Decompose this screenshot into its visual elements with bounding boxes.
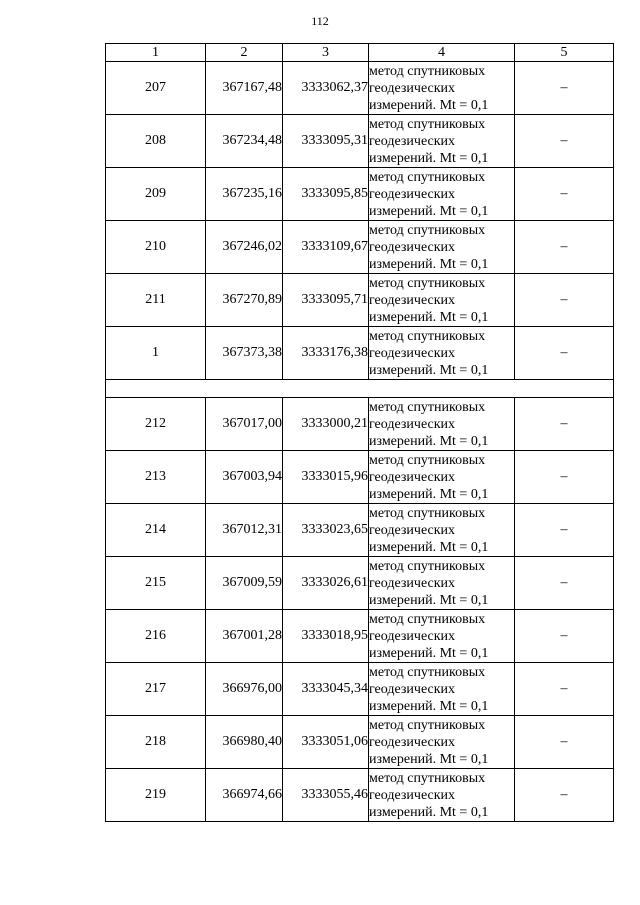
method-line: геодезических [369, 186, 456, 202]
y-coordinate-cell: 3333055,46 [283, 769, 369, 822]
accuracy-cell: – [515, 451, 614, 504]
method-line: измерений. Mt = 0,1 [369, 698, 489, 714]
x-coordinate-cell: 367270,89 [206, 274, 283, 327]
method-cell [369, 221, 515, 274]
method-line: метод спутниковых [369, 452, 486, 468]
page-number: 112 [311, 14, 329, 28]
point-number-cell: 219 [106, 769, 206, 822]
method-line: метод спутниковых [369, 275, 486, 291]
point-number-cell: 211 [106, 274, 206, 327]
method-line: измерений. Mt = 0,1 [369, 362, 489, 378]
point-number-cell: 218 [106, 716, 206, 769]
x-coordinate-cell: 367009,59 [206, 557, 283, 610]
point-number-cell: 216 [106, 610, 206, 663]
method-line: измерений. Mt = 0,1 [369, 203, 489, 219]
table-row [106, 221, 614, 274]
method-cell [369, 557, 515, 610]
table-row [106, 168, 614, 221]
method-cell [369, 327, 515, 380]
method-cell [369, 62, 515, 115]
method-line: метод спутниковых [369, 505, 486, 521]
method-line: геодезических [369, 681, 456, 697]
method-line: геодезических [369, 239, 456, 255]
method-line: измерений. Mt = 0,1 [369, 645, 489, 661]
method-cell [369, 610, 515, 663]
method-line: геодезических [369, 575, 456, 591]
point-number-cell: 1 [106, 327, 206, 380]
x-coordinate-cell: 367012,31 [206, 504, 283, 557]
x-coordinate-cell: 367003,94 [206, 451, 283, 504]
table-row [106, 327, 614, 380]
x-coordinate-cell: 367234,48 [206, 115, 283, 168]
header-row [106, 44, 614, 62]
method-line: метод спутниковых [369, 222, 486, 238]
point-number-cell: 214 [106, 504, 206, 557]
accuracy-cell: – [515, 557, 614, 610]
y-coordinate-cell: 3333051,06 [283, 716, 369, 769]
y-coordinate-cell: 3333176,38 [283, 327, 369, 380]
method-line: метод спутниковых [369, 169, 486, 185]
accuracy-cell: – [515, 327, 614, 380]
method-line: измерений. Mt = 0,1 [369, 486, 489, 502]
point-number-cell: 208 [106, 115, 206, 168]
method-line: измерений. Mt = 0,1 [369, 433, 489, 449]
method-line: измерений. Mt = 0,1 [369, 804, 489, 820]
y-coordinate-cell: 3333095,85 [283, 168, 369, 221]
accuracy-cell: – [515, 221, 614, 274]
method-line: геодезических [369, 628, 456, 644]
y-coordinate-cell: 3333045,34 [283, 663, 369, 716]
method-line: геодезических [369, 734, 456, 750]
accuracy-cell: – [515, 504, 614, 557]
method-cell [369, 716, 515, 769]
table-row [106, 274, 614, 327]
y-coordinate-cell: 3333026,61 [283, 557, 369, 610]
method-line: метод спутниковых [369, 611, 486, 627]
coordinates-table [105, 43, 614, 822]
method-line: измерений. Mt = 0,1 [369, 751, 489, 767]
method-line: геодезических [369, 292, 456, 308]
table-row [106, 610, 614, 663]
x-coordinate-cell: 367167,48 [206, 62, 283, 115]
accuracy-cell: – [515, 769, 614, 822]
method-line: метод спутниковых [369, 328, 486, 344]
accuracy-cell: – [515, 398, 614, 451]
x-coordinate-cell: 367246,02 [206, 221, 283, 274]
point-number-cell: 217 [106, 663, 206, 716]
y-coordinate-cell: 3333015,96 [283, 451, 369, 504]
table-row [106, 716, 614, 769]
y-coordinate-cell: 3333062,37 [283, 62, 369, 115]
point-number-cell: 210 [106, 221, 206, 274]
point-number-cell: 215 [106, 557, 206, 610]
method-line: измерений. Mt = 0,1 [369, 256, 489, 272]
y-coordinate-cell: 3333109,67 [283, 221, 369, 274]
method-cell [369, 115, 515, 168]
x-coordinate-cell: 367001,28 [206, 610, 283, 663]
accuracy-cell: – [515, 610, 614, 663]
method-cell [369, 451, 515, 504]
method-line: геодезических [369, 522, 456, 538]
y-coordinate-cell: 3333018,95 [283, 610, 369, 663]
column-header: 4 [369, 44, 515, 62]
y-coordinate-cell: 3333023,65 [283, 504, 369, 557]
separator-cell [106, 380, 614, 398]
y-coordinate-cell: 3333095,71 [283, 274, 369, 327]
column-header: 2 [206, 44, 283, 62]
table-row [106, 663, 614, 716]
accuracy-cell: – [515, 62, 614, 115]
table-row [106, 769, 614, 822]
x-coordinate-cell: 367373,38 [206, 327, 283, 380]
method-line: метод спутниковых [369, 399, 486, 415]
method-cell [369, 168, 515, 221]
x-coordinate-cell: 366974,66 [206, 769, 283, 822]
method-line: измерений. Mt = 0,1 [369, 309, 489, 325]
x-coordinate-cell: 366980,40 [206, 716, 283, 769]
method-line: геодезических [369, 416, 456, 432]
point-number-cell: 209 [106, 168, 206, 221]
accuracy-cell: – [515, 274, 614, 327]
column-header: 5 [515, 44, 614, 62]
method-cell [369, 504, 515, 557]
method-line: метод спутниковых [369, 770, 486, 786]
accuracy-cell: – [515, 115, 614, 168]
method-line: геодезических [369, 133, 456, 149]
method-line: геодезических [369, 787, 456, 803]
method-line: метод спутниковых [369, 558, 486, 574]
method-line: геодезических [369, 80, 456, 96]
accuracy-cell: – [515, 168, 614, 221]
table-row [106, 451, 614, 504]
method-line: метод спутниковых [369, 664, 486, 680]
method-cell [369, 769, 515, 822]
x-coordinate-cell: 367017,00 [206, 398, 283, 451]
method-line: измерений. Mt = 0,1 [369, 150, 489, 166]
method-cell [369, 398, 515, 451]
method-line: метод спутниковых [369, 717, 486, 733]
column-header: 3 [283, 44, 369, 62]
method-line: геодезических [369, 469, 456, 485]
separator-row [106, 380, 614, 398]
y-coordinate-cell: 3333000,21 [283, 398, 369, 451]
column-header: 1 [106, 44, 206, 62]
table-row [106, 62, 614, 115]
x-coordinate-cell: 366976,00 [206, 663, 283, 716]
method-line: метод спутниковых [369, 63, 486, 79]
method-line: измерений. Mt = 0,1 [369, 539, 489, 555]
point-number-cell: 207 [106, 62, 206, 115]
y-coordinate-cell: 3333095,31 [283, 115, 369, 168]
method-cell [369, 663, 515, 716]
table-row [106, 504, 614, 557]
method-line: измерений. Mt = 0,1 [369, 97, 489, 113]
method-line: метод спутниковых [369, 116, 486, 132]
method-line: геодезических [369, 345, 456, 361]
x-coordinate-cell: 367235,16 [206, 168, 283, 221]
table-row [106, 398, 614, 451]
method-line: измерений. Mt = 0,1 [369, 592, 489, 608]
point-number-cell: 213 [106, 451, 206, 504]
point-number-cell: 212 [106, 398, 206, 451]
method-cell [369, 274, 515, 327]
accuracy-cell: – [515, 663, 614, 716]
accuracy-cell: – [515, 716, 614, 769]
table-row [106, 557, 614, 610]
table-row [106, 115, 614, 168]
